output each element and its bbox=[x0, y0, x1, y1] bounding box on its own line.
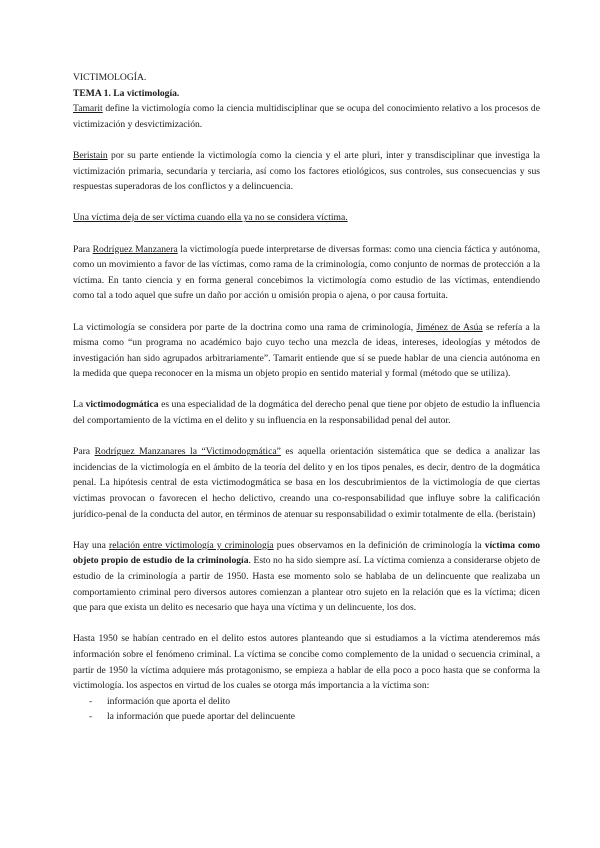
paragraph-tamarit bbox=[73, 101, 540, 132]
paragraph-jimenez-de-asua-text: se refería a la misma como “un programa no académico bajo cuyo techo una mezcla de ideas, intereses, ideologías y métodos de investigación han sido agrupados arbitrariamente”. Tamarit entiende que sí se puede hablar de una ciencia autónoma en la medida que quepa reconocer en la misma un objeto propio en sentido material y formal (método que se utiliza). bbox=[73, 321, 540, 380]
victim-object-phrase: víctima como objeto propio de estudio de la criminología bbox=[73, 539, 540, 567]
paragraph-rodriguez-manzanera-text: la victimología puede interpretarse de diversas formas: como una ciencia fáctica y autónoma, como un movimiento a favor de las víctimas, como rama de la criminología, como conjunto de normas de protección a la víctima. En tanto ciencia y en forma general concebimos la victimología como estudio de las víctimas, entendiendo como tal a todo aquel que sufre un daño por acción u omisión propia o ajena, o por causa fortuita. bbox=[73, 243, 540, 302]
author-rodriguez-manzanares: Rodríguez Manzanares la “Victimodogmática” bbox=[94, 446, 281, 458]
victim-definition-text: Una víctima deja de ser víctima cuando ella ya no se considera víctima. bbox=[73, 212, 348, 224]
author-tamarit: Tamarit bbox=[73, 103, 103, 115]
tema-title-text: TEMA 1. La victimología. bbox=[73, 87, 180, 99]
paragraph-victim-definition bbox=[73, 210, 540, 226]
paragraph-prefix: La victimología se considera por parte de la doctrina como una rama de criminología, bbox=[73, 321, 417, 333]
paragraph-1950: Hasta 1950 se habían centrado en el delito estos autores planteando que si estudiamos a la víctima atenderemos más información sobre el fenómeno criminal. La víctima se concibe como complemento de la unidad o secuencia criminal, a partir de 1950 la víctima adquiere más protagonismo, se empieza a hablar de ella poco a poco hasta que se conforma la victimología. los aspectos en virtud de los cuales se otorga más importancia a la víctima son: bbox=[73, 633, 540, 692]
paragraph-victimodogmatica-text: es una especialidad de la dogmática del derecho penal que tiene por objeto de estudio la influencia del comportamiento de la víctima en el delito y su influencia en la responsabilidad penal del autor. bbox=[73, 399, 540, 427]
list-item: - la información que puede aportar del delincuente bbox=[73, 709, 540, 725]
paragraph-rodriguez-manzanares bbox=[73, 444, 540, 522]
paragraph-mid: pues observamos en la definición de criminología la bbox=[273, 539, 485, 551]
tema-title bbox=[73, 86, 540, 102]
paragraph-relation-criminology-text: . Esto no ha sido siempre así. La víctima comienza a considerarse objeto de estudio de la criminología a partir de 1950. Hasta ese momento solo se hablaba de un delincuente que realizaba un comportamiento criminal pero diversos autores comienzan a plantear otro sujeto en la relación que es la víctima; dicen que para que exista un delito es necesario que haya una víctima y un delincuente, los dos. bbox=[73, 555, 540, 614]
paragraph-rodriguez-manzanera bbox=[73, 242, 540, 304]
document-heading: VICTIMOLOGÍA. bbox=[73, 72, 147, 83]
paragraph-beristain-text: por su parte entiende la victimología como la ciencia y el arte pluri, inter y transdisciplinar que investiga la victimización primaria, secundaria y terciaria, así como los factores etiológicos, sus controles, sus consecuencias y sus respuestas superadoras de los conflictos y a delincuencia. bbox=[73, 149, 540, 193]
author-beristain: Beristain bbox=[73, 149, 108, 161]
paragraph-rodriguez-manzanares-text: es aquella orientación sistemática que se dedica a analizar las incidencias de la victimología en el ámbito de la teoría del delito y en los tipos penales, es decir, dentro de la dogmática penal. La hipótesis central de esta victimodogmática se basa en los descubrimientos de la victimología de que ciertas víctimas provocan o favorecen el hecho delictivo, creando una co-responsabilidad que influye sobre la calificación jurídico-penal de la conducta del autor, en términos de atenuar su responsabilidad o eximir totalmente de ella. (beristain) bbox=[73, 446, 540, 520]
list-item: - información que aporta el delito bbox=[73, 694, 540, 710]
paragraph-tamarit-text: define la victimología como la ciencia multidisciplinar que se ocupa del conocimiento relativo a los procesos de victimización y desvictimización. bbox=[73, 103, 540, 130]
paragraph-prefix: Para bbox=[73, 243, 93, 255]
paragraph-victimodogmatica bbox=[73, 397, 540, 428]
paragraph-prefix: Hay una bbox=[73, 539, 109, 551]
aspects-list bbox=[73, 694, 540, 725]
term-victimodogmatica: victimodogmática bbox=[85, 399, 159, 411]
paragraph-prefix: La bbox=[73, 399, 86, 411]
paragraph-jimenez-de-asua bbox=[73, 320, 540, 382]
relation-phrase: relación entre victimología y criminología bbox=[109, 539, 274, 551]
paragraph-relation-criminology bbox=[73, 538, 540, 616]
author-rodriguez-manzanera: Rodríguez Manzanera bbox=[92, 243, 178, 255]
paragraph-beristain bbox=[73, 148, 540, 195]
paragraph-prefix: Para bbox=[73, 446, 95, 458]
author-jimenez-de-asua: Jiménez de Asúa bbox=[416, 321, 483, 333]
